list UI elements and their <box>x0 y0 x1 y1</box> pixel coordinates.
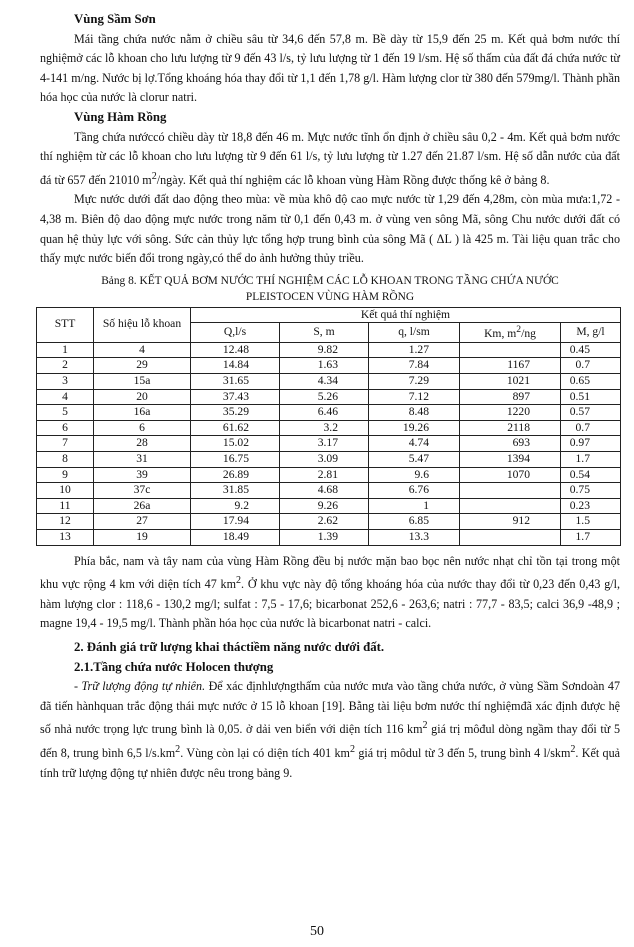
table-cell: 9.6 <box>369 467 460 483</box>
table-cell: 0.7 <box>561 358 621 374</box>
table-cell: 0.54 <box>561 467 621 483</box>
text: giá trị môđul dòng ngầm thay đổi từ 5 đến 8, trung bình 6,5 l/s.km <box>40 722 620 760</box>
heading-section-2-1: 2.1.Tầng chứa nước Holocen thượng <box>74 659 274 674</box>
table-cell: 19 <box>94 529 191 545</box>
table-cell: 0.7 <box>561 420 621 436</box>
superscript: 2 <box>516 324 522 336</box>
heading-section-2: 2. Đánh giá trữ lượng khai tháctiềm năng nước dưới đất. <box>74 639 385 654</box>
header-s: S, m <box>280 323 369 342</box>
table-cell: 1 <box>37 342 94 358</box>
text: giá trị môdul từ 3 đến 5, trung bình 4 l/skm <box>355 745 571 760</box>
table-cell: 37c <box>94 483 191 499</box>
header-so-hieu: Số hiệu lỗ khoan <box>94 307 191 342</box>
table-cell: 15.02 <box>191 436 280 452</box>
text: Tầng chứa nướccó chiều dày từ 18,8 đến 46 m. Mực nước tĩnh ổn định ở chiều sâu 0,2 - 4m. Kết quả bơm nước thí nghiệm từ các lỗ khoan cho lưu lượng từ 9 đến 61 l/s, tỷ lưu lượng từ 1.27 đến 21.87 l/sm. Hệ số dẫn nước của đất đá từ 657 đến 21010 m <box>40 129 620 187</box>
table-cell: 4 <box>94 342 191 358</box>
table-cell: 8 <box>37 451 94 467</box>
table-header-row <box>37 307 621 323</box>
table-cell: 29 <box>94 358 191 374</box>
table-cell: 9.26 <box>280 498 369 514</box>
table-row <box>37 358 621 374</box>
page-number: 50 <box>310 924 324 939</box>
table-row <box>37 514 621 530</box>
paragraph-ham-rong-2: Mực nước dưới đất dao động theo mùa: về mùa khô độ cao mực nước từ 1,29 đến 4,28m, còn mùa mưa:1,72 - 4,38 m. Biên độ dao động mực nước trong năm từ 0,1 đến 0,43 m. ở vùng ven sông Mã, sông Chu nước dưới đất có quan hệ thủy lực với sông. Sức cản thủy lực tổng hợp trung bình của sông Mã ( ΔL ) là 425 m. Tài liệu quan trắc cho thấy mực nước biến đổi trong ngày,có thể do ảnh hưởng thủy triều. <box>40 192 620 266</box>
table-cell: 4.34 <box>280 373 369 389</box>
table-cell: 1.63 <box>280 358 369 374</box>
text: Phía bắc, nam và tây nam của vùng Hàm Rồng đều bị nước mặn bao bọc nên nước nhạt chỉ tồn tại trong một khu vực rộng 4 km với diện tích 47 km <box>40 553 620 592</box>
table-cell: 912 <box>460 514 561 530</box>
text: Để xác địnhlượngthấm của nước mưa vào tầng chứa nước, ở vùng Sầm Sơndoàn 47 đã tiến hànhquan trắc động thái mực nước ở 15 lỗ khoan [19]. Bằng tài liệu bơm nước thí nghiệmđã xác định được hệ số nhả nước trọng lực trung bình là 0,05. ở dải ven biển với diện tích 116 km <box>40 679 620 737</box>
table-cell: 3 <box>37 373 94 389</box>
table-cell: 39 <box>94 467 191 483</box>
table-cell: 1021 <box>460 373 561 389</box>
table-cell: 5.47 <box>369 451 460 467</box>
table-cell: 0.45 <box>561 342 621 358</box>
header-stt: STT <box>37 307 94 342</box>
table-cell: 13 <box>37 529 94 545</box>
table-cell: 7.29 <box>369 373 460 389</box>
table-cell: 0.97 <box>561 436 621 452</box>
table-cell: 16.75 <box>191 451 280 467</box>
table-cell: 6 <box>37 420 94 436</box>
table-cell: 18.49 <box>191 529 280 545</box>
table-cell: 37.43 <box>191 389 280 405</box>
header-q-lsm: q, l/sm <box>369 323 460 342</box>
table-cell: 7.84 <box>369 358 460 374</box>
table-cell: 11 <box>37 498 94 514</box>
document-page <box>40 10 620 783</box>
table-cell: 31 <box>94 451 191 467</box>
table-cell: 1167 <box>460 358 561 374</box>
caption-line-1: Bảng 8. KẾT QUẢ BƠM NƯỚC THÍ NGHIỆM CÁC LỖ KHOAN TRONG TẦNG CHỨA NƯỚC <box>101 274 559 287</box>
text: . Vùng còn lại có diện tích 401 km <box>180 745 350 760</box>
header-ket-qua: Kết quả thí nghiệm <box>191 307 621 323</box>
heading-sam-son: Vùng Sầm Sơn <box>74 12 156 26</box>
table-cell: 31.65 <box>191 373 280 389</box>
table-cell: 16a <box>94 405 191 421</box>
table-cell: 6 <box>94 420 191 436</box>
table-row <box>37 405 621 421</box>
header-km <box>460 323 561 342</box>
table-cell: 5 <box>37 405 94 421</box>
table-cell: 1.7 <box>561 451 621 467</box>
table-cell: 31.85 <box>191 483 280 499</box>
table-cell: 4.74 <box>369 436 460 452</box>
table-cell: 5.26 <box>280 389 369 405</box>
table-cell: 7.12 <box>369 389 460 405</box>
header-q: Q,l/s <box>191 323 280 342</box>
table-row <box>37 451 621 467</box>
table-cell <box>460 483 561 499</box>
superscript: 2 <box>422 720 428 732</box>
text: . Kết quả tính trữ lượng động tự nhiên được nêu trong bảng 9. <box>40 745 621 780</box>
table-cell: 9.82 <box>280 342 369 358</box>
superscript: 2 <box>175 743 181 755</box>
table-cell: 20 <box>94 389 191 405</box>
table-cell: 26.89 <box>191 467 280 483</box>
table-cell: 7 <box>37 436 94 452</box>
table-cell: 14.84 <box>191 358 280 374</box>
superscript: 2 <box>349 743 355 755</box>
table-cell: 897 <box>460 389 561 405</box>
table-row <box>37 373 621 389</box>
table-cell: 2.62 <box>280 514 369 530</box>
paragraph-section-2-1 <box>40 677 620 783</box>
table-cell: 8.48 <box>369 405 460 421</box>
table-caption <box>40 273 620 305</box>
table-cell: 12.48 <box>191 342 280 358</box>
table-cell: 1220 <box>460 405 561 421</box>
table-cell: 3.09 <box>280 451 369 467</box>
table-cell: 0.75 <box>561 483 621 499</box>
table-row <box>37 342 621 358</box>
table-cell: 3.2 <box>280 420 369 436</box>
table-cell: 28 <box>94 436 191 452</box>
table-cell: 12 <box>37 514 94 530</box>
table-cell: 1070 <box>460 467 561 483</box>
table-cell: 35.29 <box>191 405 280 421</box>
text: /ng <box>521 327 536 341</box>
table-cell: 1 <box>369 498 460 514</box>
table-cell: 6.85 <box>369 514 460 530</box>
table-body <box>37 342 621 545</box>
text: Km, m <box>484 327 517 341</box>
table-row <box>37 467 621 483</box>
table-cell: 0.51 <box>561 389 621 405</box>
table-row <box>37 498 621 514</box>
table-cell: 19.26 <box>369 420 460 436</box>
table-row <box>37 483 621 499</box>
superscript: 2 <box>151 170 157 182</box>
table-cell: 1394 <box>460 451 561 467</box>
table-cell: 2118 <box>460 420 561 436</box>
table-cell: 15a <box>94 373 191 389</box>
table-cell: 693 <box>460 436 561 452</box>
table-cell: 3.17 <box>280 436 369 452</box>
table-row <box>37 389 621 405</box>
italic-text: - Trữ lượng động tự nhiên. <box>74 679 206 694</box>
paragraph-ham-rong-1 <box>40 128 620 191</box>
table-cell: 4 <box>37 389 94 405</box>
superscript: 2 <box>236 575 242 587</box>
table-cell: 6.46 <box>280 405 369 421</box>
table-cell: 17.94 <box>191 514 280 530</box>
table-cell: 26a <box>94 498 191 514</box>
table-row <box>37 420 621 436</box>
caption-line-2: PLEISTOCEN VÙNG HÀM RỒNG <box>245 290 415 303</box>
table-cell: 0.65 <box>561 373 621 389</box>
table-cell: 1.7 <box>561 529 621 545</box>
table-cell: 9 <box>37 467 94 483</box>
table-row <box>37 436 621 452</box>
table-cell: 13.3 <box>369 529 460 545</box>
table-cell: 2 <box>37 358 94 374</box>
table-cell: 1.5 <box>561 514 621 530</box>
table-cell <box>460 529 561 545</box>
table-cell <box>460 342 561 358</box>
text: /ngày. Kết quả thí nghiệm các lỗ khoan vùng Hàm Rồng được thống kê ở bảng 8. <box>156 172 550 187</box>
table-cell: 61.62 <box>191 420 280 436</box>
table-cell: 1.39 <box>280 529 369 545</box>
text: . Ở khu vực này độ tổng khoáng hóa của nước thay đổi từ 0,23 đến 0,43 g/l, hàm lượng clor : 118,6 - 130,2 mg/l; sulfat : 7,5 - 17,6; bicarbonat 252,6 - 263,6; natri : 77,7 - 83,5; calci 36,9 -48,9 ; magne 19,4 - 19,5 mg/l. Thành phần hóa học của nước là bicarbonat natri - calci. <box>40 577 620 631</box>
table-cell: 10 <box>37 483 94 499</box>
table-cell: 1.27 <box>369 342 460 358</box>
heading-ham-rong: Vùng Hàm Rồng <box>74 109 167 124</box>
table-cell: 0.23 <box>561 498 621 514</box>
table-cell: 2.81 <box>280 467 369 483</box>
table-cell: 0.57 <box>561 405 621 421</box>
table-cell: 4.68 <box>280 483 369 499</box>
table-cell: 6.76 <box>369 483 460 499</box>
table-cell: 9.2 <box>191 498 280 514</box>
table-8 <box>36 307 621 546</box>
superscript: 2 <box>570 743 576 755</box>
table-cell: 27 <box>94 514 191 530</box>
paragraph-after-table <box>40 552 620 634</box>
table-row <box>37 529 621 545</box>
table-cell <box>460 498 561 514</box>
paragraph-sam-son: Mái tầng chứa nước nằm ở chiều sâu từ 34,6 đến 57,8 m. Bề dày từ 15,9 đến 25 m. Kết quả bơm nước thí nghiệmở các lỗ khoan cho lưu lượng từ 9 đến 43 l/s, tỷ lưu lượng từ 1 đến 19 l/sm. Hệ số thấm của đất đá chứa nước từ 4-141 m/ng. Nước bị lợ.Tổng khoáng hóa thay đổi từ 1,1 đến 1,78 g/l. Hàm lượng clor từ 380 đến 579mg/l. Thành phần hóa học của nước là clorur natri. <box>40 31 620 105</box>
header-m: M, g/l <box>561 323 621 342</box>
